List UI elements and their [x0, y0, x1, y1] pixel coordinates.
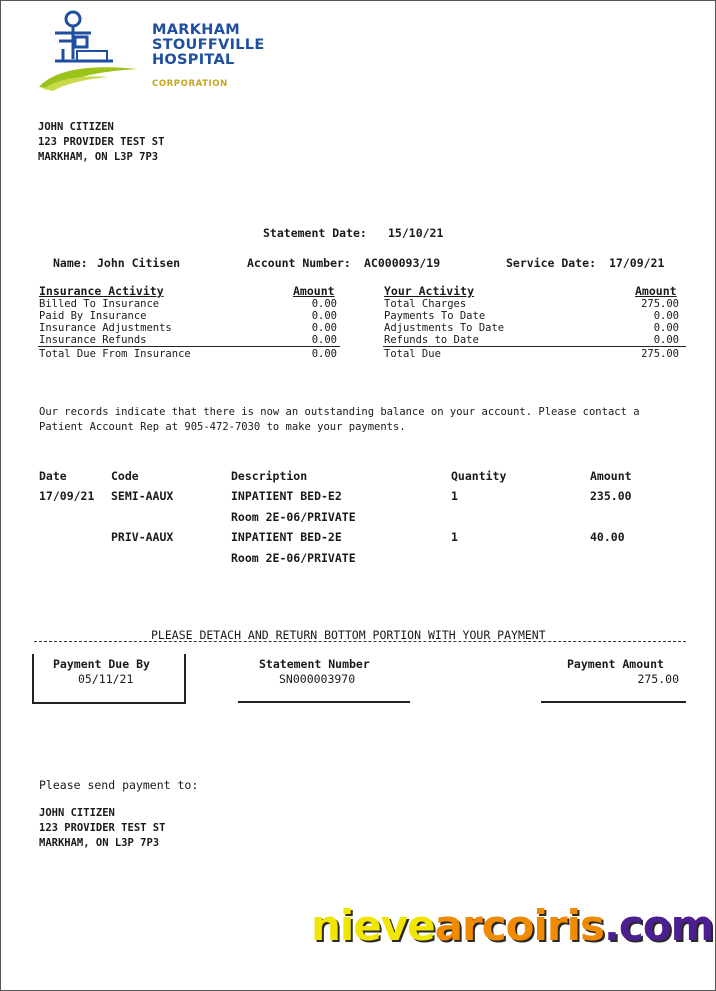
activity-row-label: Refunds to Date: [384, 334, 479, 346]
charge-code: SEMI-AAUX: [111, 489, 174, 503]
insurance-row-label: Insurance Adjustments: [39, 322, 172, 334]
charge-description: INPATIENT BED-E2: [231, 489, 342, 503]
activity-total-amount: 275.00: [641, 348, 679, 360]
activity-row-amount: 0.00: [653, 334, 679, 346]
insurance-total-amount: 0.00: [311, 348, 337, 360]
recipient-address-2: MARKHAM, ON L3P 7P3: [38, 151, 159, 163]
insurance-row-label: Billed To Insurance: [39, 298, 160, 310]
notice-line-1: Our records indicate that there is now an outstanding balance on your account. Please contact a: [39, 406, 640, 418]
your-activity-header: Your Activity: [384, 284, 475, 298]
due-box-left-border: [32, 654, 34, 703]
insurance-total-divider: [38, 346, 340, 347]
charge-room: Room 2E-06/PRIVATE: [231, 551, 356, 565]
insurance-row-label: Insurance Refunds: [39, 334, 147, 346]
activity-total-label: Total Due: [384, 348, 441, 360]
statement-number-label: Statement Number: [259, 657, 370, 671]
insurance-row-label: Paid By Insurance: [39, 310, 147, 322]
account-number-label: Account Number:: [247, 256, 351, 270]
charge-amount: 40.00: [590, 530, 625, 544]
statement-number: SN000003970: [279, 672, 356, 686]
payment-due-label: Payment Due By: [53, 657, 150, 671]
activity-row-amount: 0.00: [653, 310, 679, 322]
logo-corporation: CORPORATION: [152, 79, 228, 89]
insurance-amount-header: Amount: [293, 284, 335, 298]
charge-quantity: 1: [451, 530, 458, 544]
hospital-logo-icon: [37, 9, 149, 93]
service-date-label: Service Date:: [506, 256, 597, 270]
activity-row-label: Adjustments To Date: [384, 322, 505, 334]
logo-line-2: STOUFFVILLE: [152, 37, 265, 53]
statement-date-label: Statement Date:: [263, 226, 367, 240]
watermark-part: .com: [603, 901, 714, 950]
statement-number-underline: [238, 701, 410, 703]
send-to-address-2: MARKHAM, ON L3P 7P3: [39, 837, 160, 849]
charge-description: INPATIENT BED-2E: [231, 530, 342, 544]
payment-amount-underline: [541, 701, 686, 703]
activity-row-amount: 275.00: [641, 298, 679, 310]
service-date: 17/09/21: [609, 256, 665, 270]
send-to-address-1: 123 PROVIDER TEST ST: [39, 822, 166, 834]
patient-name: John Citisen: [97, 256, 181, 270]
notice-line-2: Patient Account Rep at 905-472-7030 to make your payments.: [39, 421, 406, 433]
insurance-row-amount: 0.00: [311, 298, 337, 310]
charge-room: Room 2E-06/PRIVATE: [231, 510, 356, 524]
insurance-row-amount: 0.00: [311, 310, 337, 322]
watermark-part: arcoiris: [434, 901, 604, 950]
insurance-activity-header: Insurance Activity: [39, 284, 164, 298]
payment-amount: 275.00: [637, 672, 679, 686]
charges-header-amount: Amount: [590, 469, 632, 483]
insurance-total-label: Total Due From Insurance: [39, 348, 191, 360]
charges-header-quantity: Quantity: [451, 469, 507, 483]
watermark: [311, 901, 713, 951]
name-label: Name:: [53, 256, 88, 270]
charge-quantity: 1: [451, 489, 458, 503]
activity-row-label: Payments To Date: [384, 310, 486, 322]
recipient-address-1: 123 PROVIDER TEST ST: [38, 136, 165, 148]
account-number: AC000093/19: [364, 256, 441, 270]
watermark-part: nieve: [311, 901, 435, 950]
charges-header-date: Date: [39, 469, 67, 483]
send-to-name: JOHN CITIZEN: [39, 807, 115, 819]
charges-header-code: Code: [111, 469, 139, 483]
activity-total-divider: [383, 346, 686, 347]
due-box-bottom-border: [32, 702, 186, 704]
your-activity-amount-header: Amount: [635, 284, 677, 298]
recipient-name: JOHN CITIZEN: [38, 121, 114, 133]
charge-date: 17/09/21: [39, 489, 95, 503]
detach-dashed-line: [34, 641, 686, 642]
send-payment-label: Please send payment to:: [39, 778, 199, 792]
detach-notice: PLEASE DETACH AND RETURN BOTTOM PORTION WITH YOUR PAYMENT: [151, 628, 546, 642]
statement-date: 15/10/21: [388, 226, 444, 240]
activity-row-amount: 0.00: [653, 322, 679, 334]
insurance-row-amount: 0.00: [311, 322, 337, 334]
charge-code: PRIV-AAUX: [111, 530, 174, 544]
charge-amount: 235.00: [590, 489, 632, 503]
logo-line-1: MARKHAM: [152, 22, 240, 38]
activity-row-label: Total Charges: [384, 298, 467, 310]
charges-header-description: Description: [231, 469, 308, 483]
payment-amount-label: Payment Amount: [567, 657, 664, 671]
hospital-logo: [37, 9, 265, 93]
due-box-right-border: [184, 654, 186, 703]
logo-line-3: HOSPITAL: [152, 52, 235, 68]
insurance-row-amount: 0.00: [311, 334, 337, 346]
payment-due-date: 05/11/21: [78, 672, 134, 686]
